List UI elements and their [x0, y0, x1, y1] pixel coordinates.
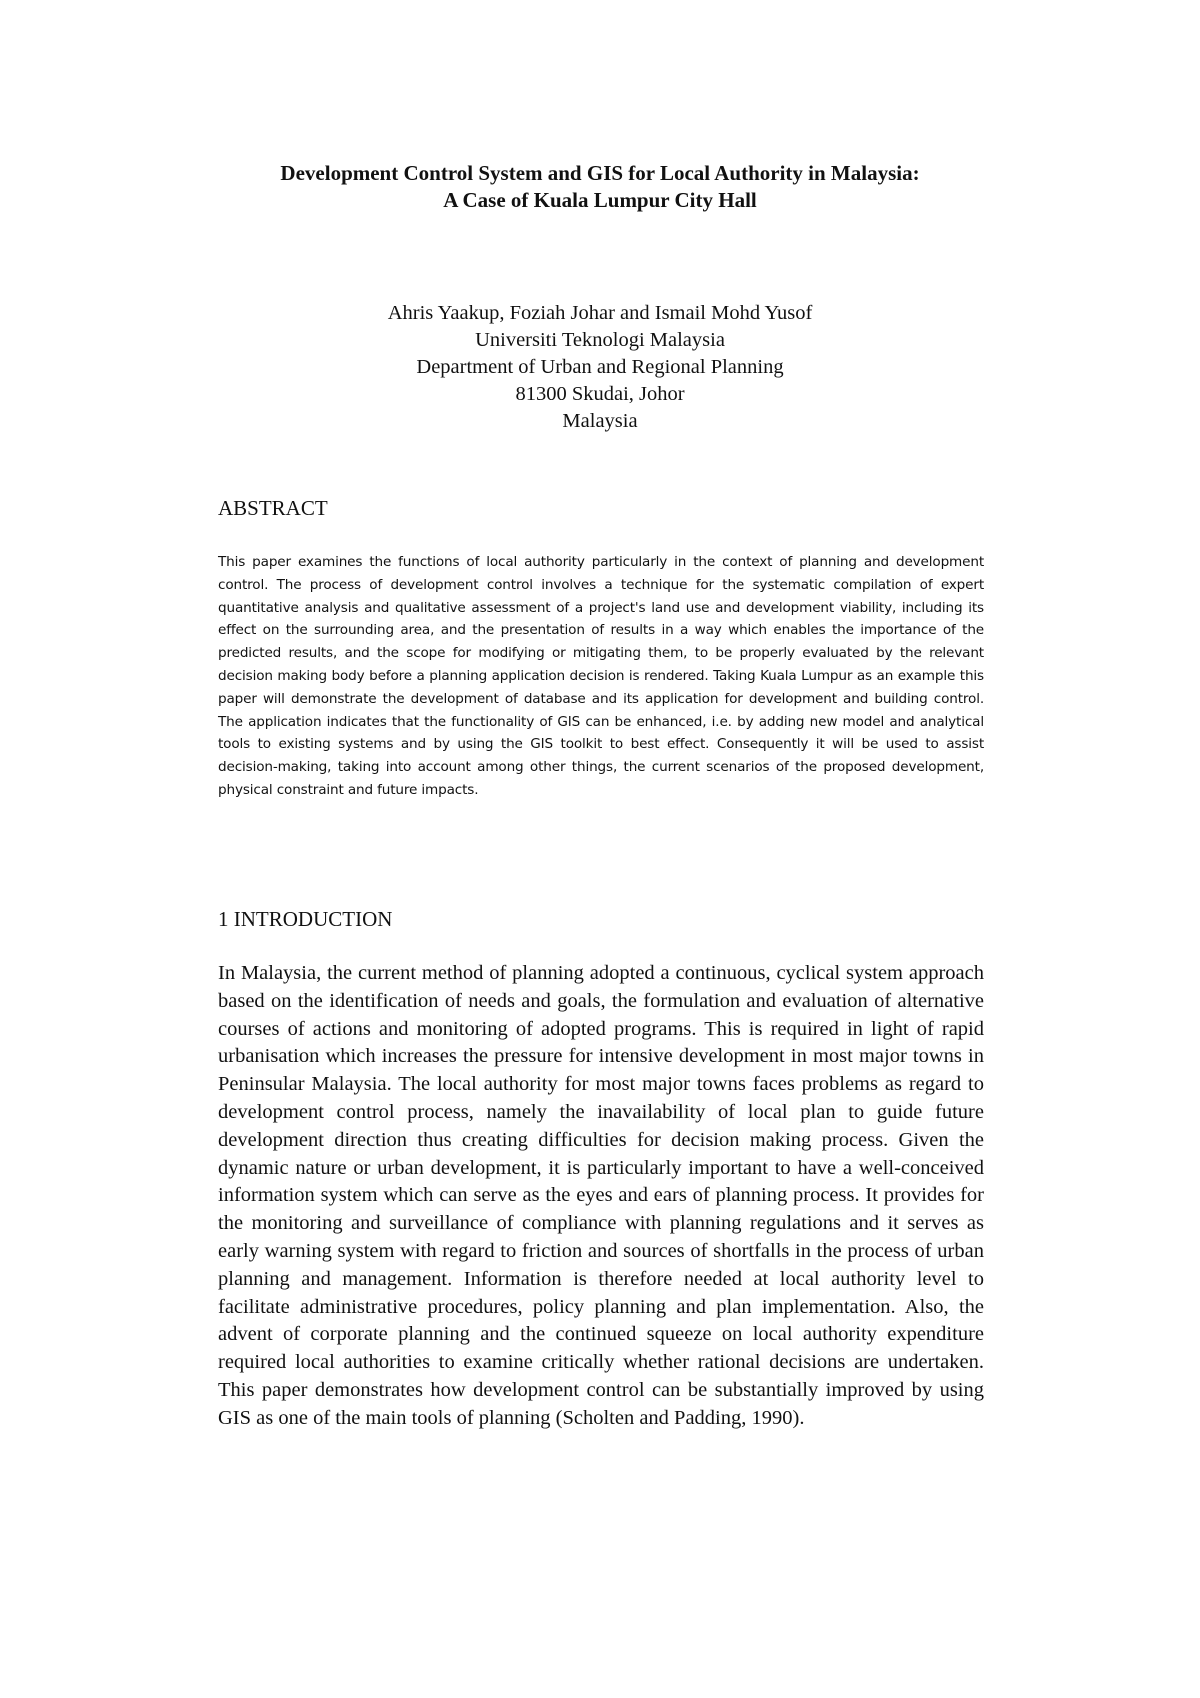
author-block [0, 300, 1200, 435]
abstract-paragraph: This paper examines the functions of local authority particularly in the context of planning and development control. The process of development control involves a technique for the systematic compilation of expert quantitative analysis and qualitative assessment of a project's land use and development viability, including its effect on the surrounding area, and the presentation of results in a way which enables the importance of the predicted results, and the scope for modifying or mitigating them, to be properly evaluated by the relevant decision making body before a planning application decision is rendered. Taking Kuala Lumpur as an example this paper will demonstrate the development of database and its application for development and building control. The application indicates that the functionality of GIS can be enhanced, i.e. by adding new model and analytical tools to existing systems and by using the GIS toolkit to best effect. Consequently it will be used to assist decision-making, taking into account among other things, the current scenarios of the proposed development, physical constraint and future impacts. [218, 554, 984, 798]
paper-title [0, 160, 1200, 214]
introduction-body [218, 960, 984, 1433]
title-line-1: Development Control System and GIS for Local Authority in Malaysia: [280, 161, 920, 185]
abstract-heading: ABSTRACT [218, 496, 328, 520]
affiliation-country: Malaysia [562, 410, 638, 432]
introduction-paragraph: In Malaysia, the current method of planning adopted a continuous, cyclical system approach based on the identification of needs and goals, the formulation and evaluation of alternative courses of actions and monitoring of adopted programs. This is required in light of rapid urbanisation which increases the pressure for intensive development in most major towns in Peninsular Malaysia. The local authority for most major towns faces problems as regard to development control process, namely the inavailability of local plan to guide future development direction thus creating difficulties for decision making process. Given the dynamic nature or urban development, it is particularly important to have a well-conceived information system which can serve as the eyes and ears of planning process. It provides for the monitoring and surveillance of compliance with planning regulations and it serves as early warning system with regard to friction and sources of shortfalls in the process of urban planning and management. Information is therefore needed at local authority level to facilitate administrative procedures, policy planning and plan implementation. Also, the advent of corporate planning and the continued squeeze on local authority expenditure required local authorities to examine critically whether rational decisions are undertaken. This paper demonstrates how development control can be substantially improved by using GIS as one of the main tools of planning (Scholten and Padding, 1990). [218, 962, 984, 1429]
affiliation-department: Department of Urban and Regional Planning [416, 356, 784, 378]
introduction-heading: 1 INTRODUCTION [218, 907, 393, 931]
abstract-body [218, 551, 984, 802]
title-line-2: A Case of Kuala Lumpur City Hall [443, 188, 757, 212]
affiliation-university: Universiti Teknologi Malaysia [475, 329, 725, 351]
affiliation-postcode: 81300 Skudai, Johor [515, 383, 685, 405]
author-names: Ahris Yaakup, Foziah Johar and Ismail Mohd Yusof [387, 302, 813, 324]
